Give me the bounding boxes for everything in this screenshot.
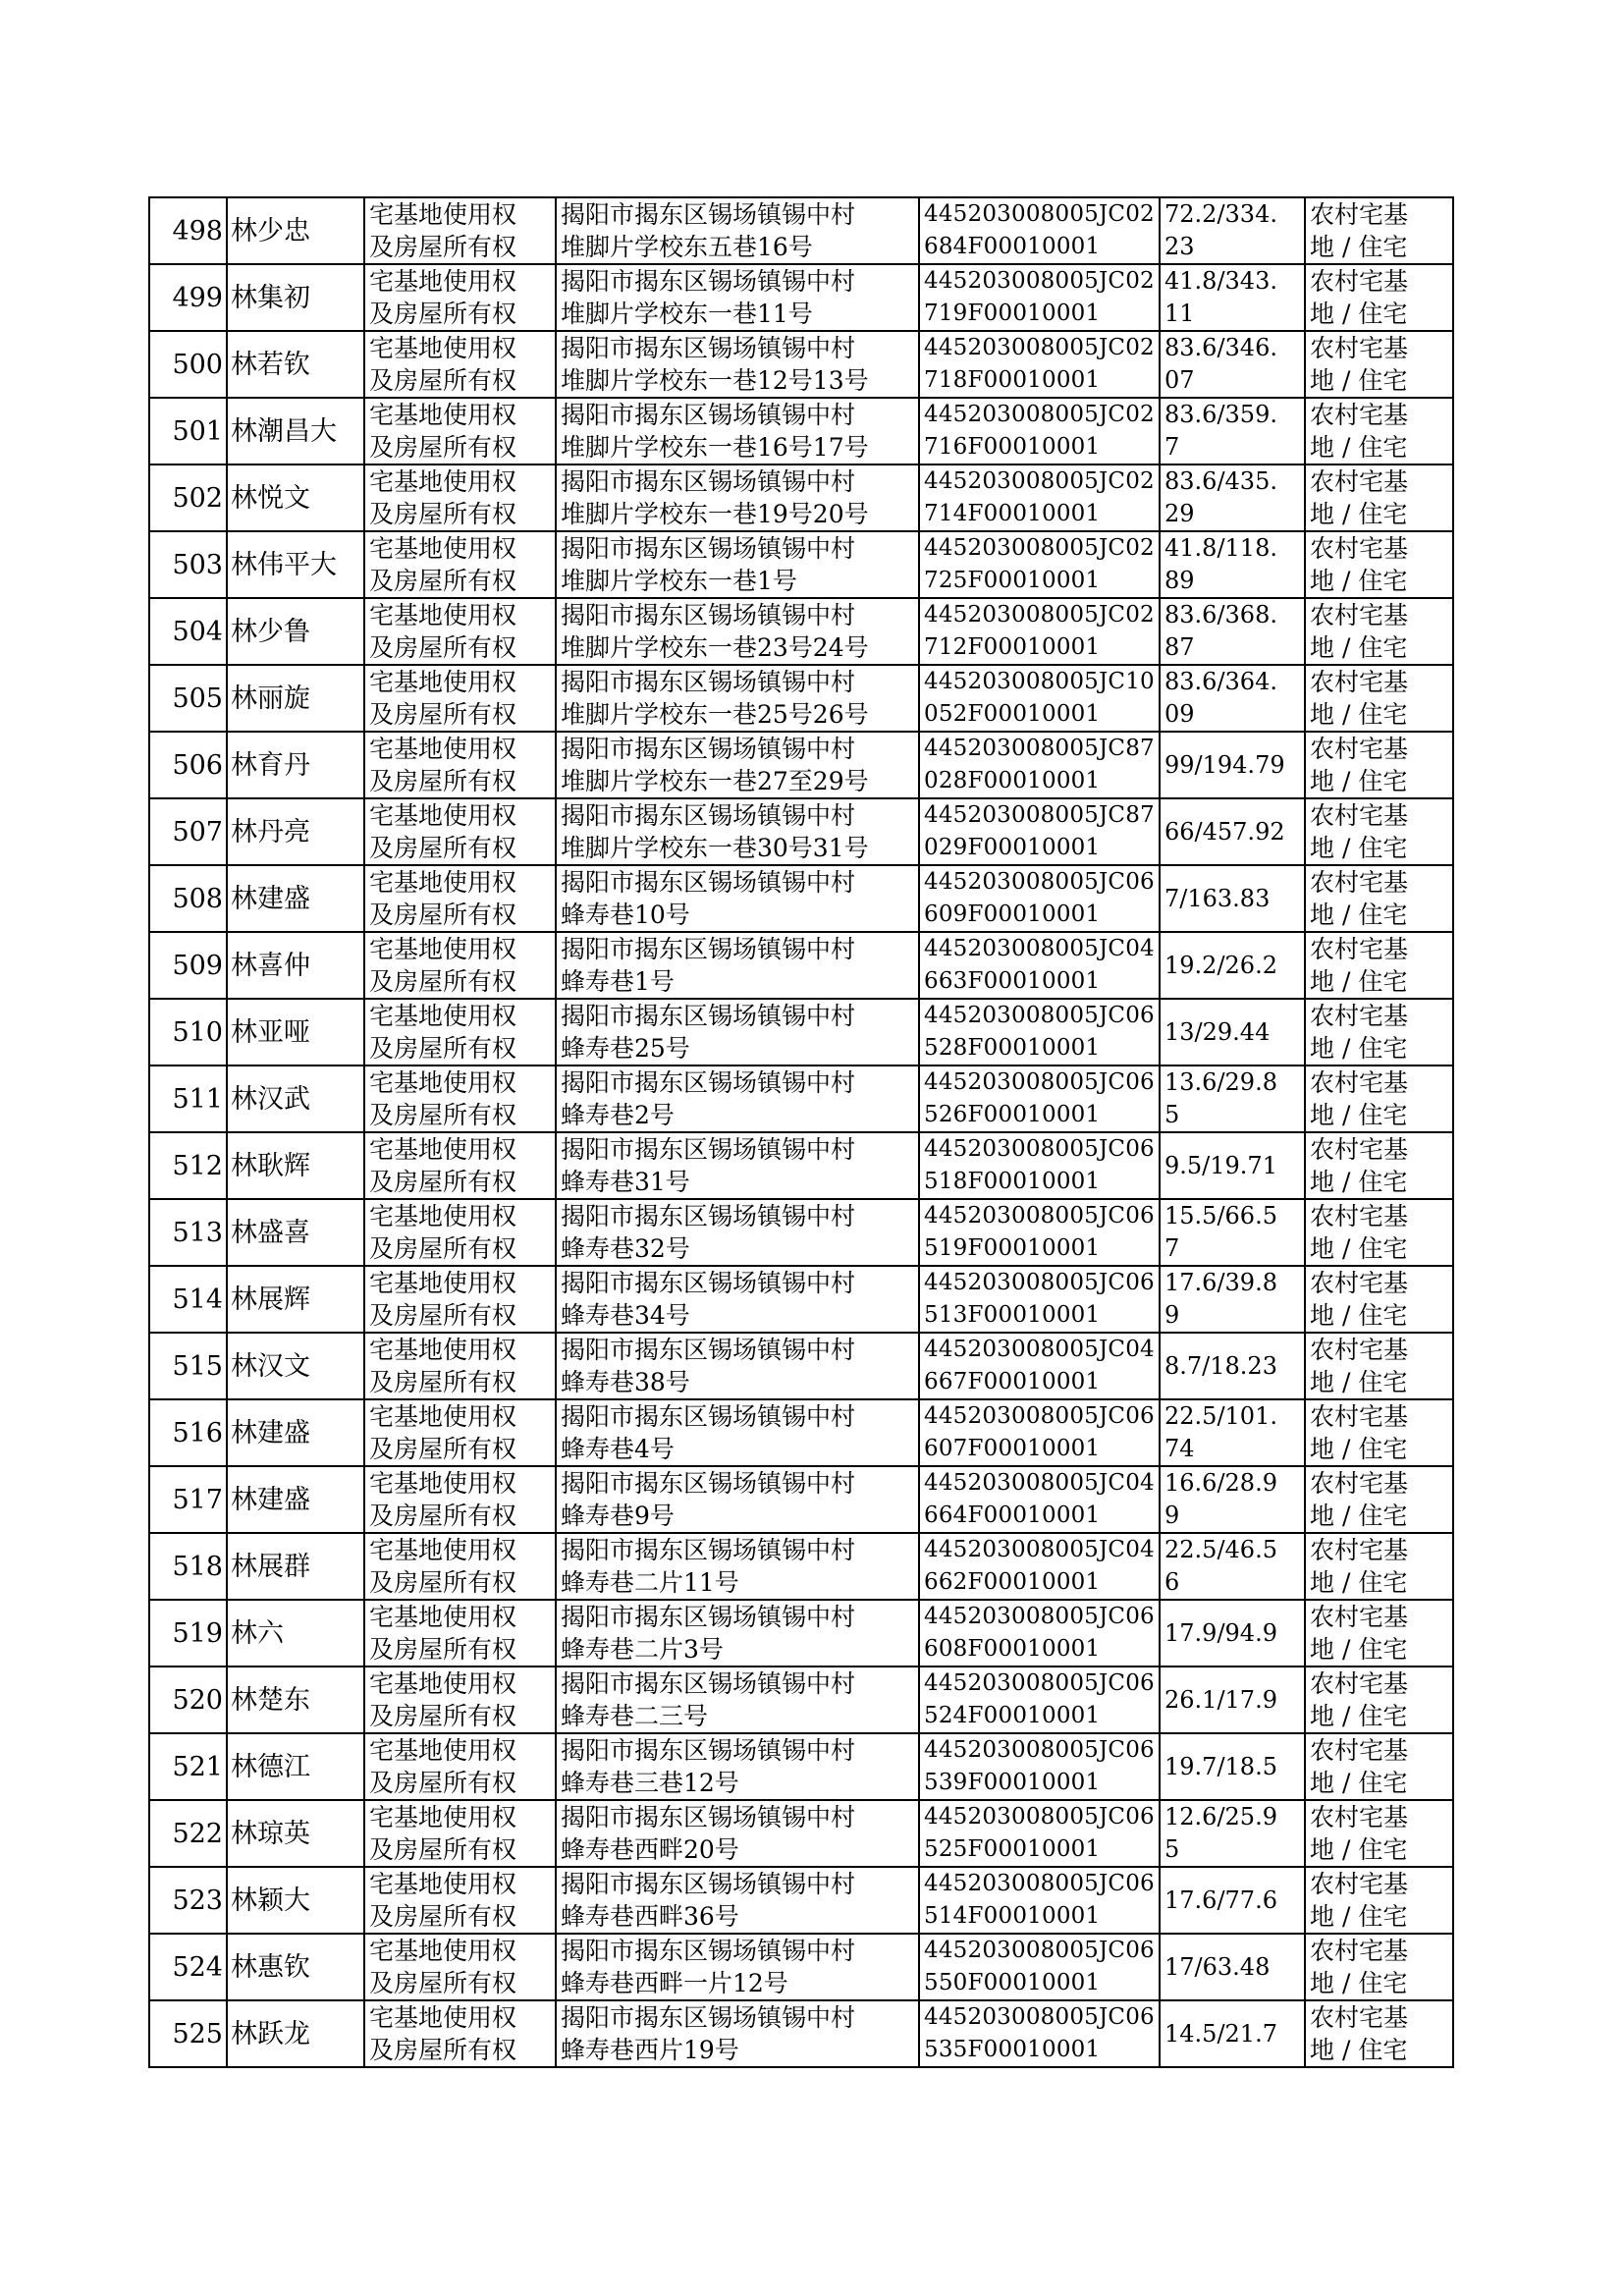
row-number-cell: 506	[149, 732, 227, 798]
owner-name-cell: 林少鲁	[227, 598, 364, 665]
right-type-cell: 宅基地使用权 及房屋所有权	[364, 1132, 556, 1199]
owner-name-cell: 林楚东	[227, 1667, 364, 1733]
unit-code-cell: 445203008005JC06 607F00010001	[919, 1399, 1160, 1466]
owner-name-cell: 林展辉	[227, 1266, 364, 1333]
owner-name-cell: 林展群	[227, 1533, 364, 1600]
table-body	[149, 197, 1453, 2067]
area-cell: 83.6/368. 87	[1160, 598, 1305, 665]
right-type-cell: 宅基地使用权 及房屋所有权	[364, 197, 556, 264]
area-cell: 17/63.48	[1160, 1934, 1305, 2000]
row-number-cell: 524	[149, 1934, 227, 2000]
land-use-cell: 农村宅基 地 / 住宅	[1305, 1066, 1453, 1132]
table-row	[149, 798, 1453, 865]
land-use-cell: 农村宅基 地 / 住宅	[1305, 1199, 1453, 1266]
owner-name-cell: 林集初	[227, 264, 364, 331]
land-use-cell: 农村宅基 地 / 住宅	[1305, 932, 1453, 999]
area-cell: 9.5/19.71	[1160, 1132, 1305, 1199]
table-row	[149, 1066, 1453, 1132]
unit-code-cell: 445203008005JC06 535F00010001	[919, 2000, 1160, 2067]
right-type-cell: 宅基地使用权 及房屋所有权	[364, 1066, 556, 1132]
area-cell: 41.8/118. 89	[1160, 531, 1305, 598]
table-row	[149, 464, 1453, 531]
row-number-cell: 515	[149, 1333, 227, 1399]
row-number-cell: 503	[149, 531, 227, 598]
owner-name-cell: 林亚哑	[227, 999, 364, 1066]
right-type-cell: 宅基地使用权 及房屋所有权	[364, 2000, 556, 2067]
row-number-cell: 521	[149, 1733, 227, 1800]
right-type-cell: 宅基地使用权 及房屋所有权	[364, 999, 556, 1066]
unit-code-cell: 445203008005JC06 524F00010001	[919, 1667, 1160, 1733]
owner-name-cell: 林少忠	[227, 197, 364, 264]
address-cell: 揭阳市揭东区锡场镇锡中村 堆脚片学校东一巷12号13号	[556, 331, 919, 398]
row-number-cell: 501	[149, 398, 227, 464]
address-cell: 揭阳市揭东区锡场镇锡中村 堆脚片学校东一巷30号31号	[556, 798, 919, 865]
table-row	[149, 1333, 1453, 1399]
area-cell: 83.6/359. 7	[1160, 398, 1305, 464]
area-cell: 83.6/435. 29	[1160, 464, 1305, 531]
land-use-cell: 农村宅基 地 / 住宅	[1305, 331, 1453, 398]
table-row	[149, 1867, 1453, 1934]
row-number-cell: 512	[149, 1132, 227, 1199]
owner-name-cell: 林潮昌大	[227, 398, 364, 464]
land-use-cell: 农村宅基 地 / 住宅	[1305, 865, 1453, 932]
area-cell: 15.5/66.5 7	[1160, 1199, 1305, 1266]
area-cell: 13.6/29.8 5	[1160, 1066, 1305, 1132]
right-type-cell: 宅基地使用权 及房屋所有权	[364, 464, 556, 531]
owner-name-cell: 林育丹	[227, 732, 364, 798]
land-use-cell: 农村宅基 地 / 住宅	[1305, 1466, 1453, 1533]
land-use-cell: 农村宅基 地 / 住宅	[1305, 1934, 1453, 2000]
address-cell: 揭阳市揭东区锡场镇锡中村 蜂寿巷西畔36号	[556, 1867, 919, 1934]
table-row	[149, 197, 1453, 264]
address-cell: 揭阳市揭东区锡场镇锡中村 堆脚片学校东一巷27至29号	[556, 732, 919, 798]
land-use-cell: 农村宅基 地 / 住宅	[1305, 798, 1453, 865]
unit-code-cell: 445203008005JC06 518F00010001	[919, 1132, 1160, 1199]
land-use-cell: 农村宅基 地 / 住宅	[1305, 464, 1453, 531]
address-cell: 揭阳市揭东区锡场镇锡中村 蜂寿巷三巷12号	[556, 1733, 919, 1800]
unit-code-cell: 445203008005JC06 608F00010001	[919, 1600, 1160, 1667]
unit-code-cell: 445203008005JC06 513F00010001	[919, 1266, 1160, 1333]
table-row	[149, 264, 1453, 331]
land-use-cell: 农村宅基 地 / 住宅	[1305, 732, 1453, 798]
unit-code-cell: 445203008005JC87 029F00010001	[919, 798, 1160, 865]
address-cell: 揭阳市揭东区锡场镇锡中村 蜂寿巷34号	[556, 1266, 919, 1333]
land-use-cell: 农村宅基 地 / 住宅	[1305, 1333, 1453, 1399]
unit-code-cell: 445203008005JC02 712F00010001	[919, 598, 1160, 665]
right-type-cell: 宅基地使用权 及房屋所有权	[364, 1199, 556, 1266]
address-cell: 揭阳市揭东区锡场镇锡中村 蜂寿巷2号	[556, 1066, 919, 1132]
area-cell: 22.5/101. 74	[1160, 1399, 1305, 1466]
table-row	[149, 1466, 1453, 1533]
right-type-cell: 宅基地使用权 及房屋所有权	[364, 1600, 556, 1667]
address-cell: 揭阳市揭东区锡场镇锡中村 蜂寿巷西畔20号	[556, 1800, 919, 1867]
area-cell: 13/29.44	[1160, 999, 1305, 1066]
address-cell: 揭阳市揭东区锡场镇锡中村 堆脚片学校东一巷11号	[556, 264, 919, 331]
address-cell: 揭阳市揭东区锡场镇锡中村 堆脚片学校东五巷16号	[556, 197, 919, 264]
address-cell: 揭阳市揭东区锡场镇锡中村 堆脚片学校东一巷1号	[556, 531, 919, 598]
right-type-cell: 宅基地使用权 及房屋所有权	[364, 1667, 556, 1733]
right-type-cell: 宅基地使用权 及房屋所有权	[364, 932, 556, 999]
right-type-cell: 宅基地使用权 及房屋所有权	[364, 1800, 556, 1867]
row-number-cell: 516	[149, 1399, 227, 1466]
land-use-cell: 农村宅基 地 / 住宅	[1305, 665, 1453, 732]
area-cell: 19.2/26.2	[1160, 932, 1305, 999]
row-number-cell: 511	[149, 1066, 227, 1132]
table-row	[149, 331, 1453, 398]
row-number-cell: 500	[149, 331, 227, 398]
right-type-cell: 宅基地使用权 及房屋所有权	[364, 264, 556, 331]
land-use-cell: 农村宅基 地 / 住宅	[1305, 1399, 1453, 1466]
unit-code-cell: 445203008005JC04 663F00010001	[919, 932, 1160, 999]
table-row	[149, 398, 1453, 464]
right-type-cell: 宅基地使用权 及房屋所有权	[364, 1733, 556, 1800]
unit-code-cell: 445203008005JC02 716F00010001	[919, 398, 1160, 464]
table-row	[149, 1533, 1453, 1600]
right-type-cell: 宅基地使用权 及房屋所有权	[364, 665, 556, 732]
owner-name-cell: 林若钦	[227, 331, 364, 398]
table-row	[149, 531, 1453, 598]
unit-code-cell: 445203008005JC06 609F00010001	[919, 865, 1160, 932]
unit-code-cell: 445203008005JC04 662F00010001	[919, 1533, 1160, 1600]
table-row	[149, 1667, 1453, 1733]
land-use-cell: 农村宅基 地 / 住宅	[1305, 1132, 1453, 1199]
address-cell: 揭阳市揭东区锡场镇锡中村 蜂寿巷西片19号	[556, 2000, 919, 2067]
address-cell: 揭阳市揭东区锡场镇锡中村 蜂寿巷二三号	[556, 1667, 919, 1733]
owner-name-cell: 林颖大	[227, 1867, 364, 1934]
right-type-cell: 宅基地使用权 及房屋所有权	[364, 798, 556, 865]
address-cell: 揭阳市揭东区锡场镇锡中村 蜂寿巷38号	[556, 1333, 919, 1399]
land-use-cell: 农村宅基 地 / 住宅	[1305, 1600, 1453, 1667]
table-row	[149, 932, 1453, 999]
land-use-cell: 农村宅基 地 / 住宅	[1305, 598, 1453, 665]
right-type-cell: 宅基地使用权 及房屋所有权	[364, 1333, 556, 1399]
right-type-cell: 宅基地使用权 及房屋所有权	[364, 732, 556, 798]
owner-name-cell: 林建盛	[227, 865, 364, 932]
unit-code-cell: 445203008005JC02 684F00010001	[919, 197, 1160, 264]
owner-name-cell: 林六	[227, 1600, 364, 1667]
land-use-cell: 农村宅基 地 / 住宅	[1305, 999, 1453, 1066]
land-use-cell: 农村宅基 地 / 住宅	[1305, 2000, 1453, 2067]
row-number-cell: 514	[149, 1266, 227, 1333]
table-row	[149, 1733, 1453, 1800]
table-row	[149, 865, 1453, 932]
right-type-cell: 宅基地使用权 及房屋所有权	[364, 865, 556, 932]
land-use-cell: 农村宅基 地 / 住宅	[1305, 1266, 1453, 1333]
row-number-cell: 504	[149, 598, 227, 665]
address-cell: 揭阳市揭东区锡场镇锡中村 蜂寿巷25号	[556, 999, 919, 1066]
address-cell: 揭阳市揭东区锡场镇锡中村 堆脚片学校东一巷19号20号	[556, 464, 919, 531]
land-use-cell: 农村宅基 地 / 住宅	[1305, 1533, 1453, 1600]
table-row	[149, 999, 1453, 1066]
area-cell: 83.6/346. 07	[1160, 331, 1305, 398]
right-type-cell: 宅基地使用权 及房屋所有权	[364, 598, 556, 665]
right-type-cell: 宅基地使用权 及房屋所有权	[364, 1466, 556, 1533]
owner-name-cell: 林德江	[227, 1733, 364, 1800]
owner-name-cell: 林琼英	[227, 1800, 364, 1867]
address-cell: 揭阳市揭东区锡场镇锡中村 蜂寿巷1号	[556, 932, 919, 999]
area-cell: 17.6/39.8 9	[1160, 1266, 1305, 1333]
table-row	[149, 1399, 1453, 1466]
address-cell: 揭阳市揭东区锡场镇锡中村 蜂寿巷31号	[556, 1132, 919, 1199]
table-row	[149, 2000, 1453, 2067]
owner-name-cell: 林建盛	[227, 1399, 364, 1466]
area-cell: 16.6/28.9 9	[1160, 1466, 1305, 1533]
row-number-cell: 498	[149, 197, 227, 264]
unit-code-cell: 445203008005JC06 539F00010001	[919, 1733, 1160, 1800]
land-use-cell: 农村宅基 地 / 住宅	[1305, 1800, 1453, 1867]
owner-name-cell: 林伟平大	[227, 531, 364, 598]
area-cell: 41.8/343. 11	[1160, 264, 1305, 331]
unit-code-cell: 445203008005JC06 514F00010001	[919, 1867, 1160, 1934]
address-cell: 揭阳市揭东区锡场镇锡中村 蜂寿巷二片3号	[556, 1600, 919, 1667]
owner-name-cell: 林悦文	[227, 464, 364, 531]
table-row	[149, 1934, 1453, 2000]
row-number-cell: 525	[149, 2000, 227, 2067]
unit-code-cell: 445203008005JC04 664F00010001	[919, 1466, 1160, 1533]
registration-table	[148, 196, 1454, 2068]
address-cell: 揭阳市揭东区锡场镇锡中村 堆脚片学校东一巷25号26号	[556, 665, 919, 732]
address-cell: 揭阳市揭东区锡场镇锡中村 堆脚片学校东一巷16号17号	[556, 398, 919, 464]
owner-name-cell: 林惠钦	[227, 1934, 364, 2000]
table-row	[149, 1199, 1453, 1266]
unit-code-cell: 445203008005JC02 719F00010001	[919, 264, 1160, 331]
unit-code-cell: 445203008005JC02 714F00010001	[919, 464, 1160, 531]
address-cell: 揭阳市揭东区锡场镇锡中村 蜂寿巷西畔一片12号	[556, 1934, 919, 2000]
land-use-cell: 农村宅基 地 / 住宅	[1305, 197, 1453, 264]
address-cell: 揭阳市揭东区锡场镇锡中村 堆脚片学校东一巷23号24号	[556, 598, 919, 665]
unit-code-cell: 445203008005JC06 528F00010001	[919, 999, 1160, 1066]
table-row	[149, 598, 1453, 665]
unit-code-cell: 445203008005JC06 526F00010001	[919, 1066, 1160, 1132]
table-row	[149, 665, 1453, 732]
row-number-cell: 509	[149, 932, 227, 999]
address-cell: 揭阳市揭东区锡场镇锡中村 蜂寿巷10号	[556, 865, 919, 932]
right-type-cell: 宅基地使用权 及房屋所有权	[364, 531, 556, 598]
table-row	[149, 1600, 1453, 1667]
area-cell: 83.6/364. 09	[1160, 665, 1305, 732]
row-number-cell: 510	[149, 999, 227, 1066]
row-number-cell: 520	[149, 1667, 227, 1733]
unit-code-cell: 445203008005JC02 718F00010001	[919, 331, 1160, 398]
area-cell: 17.6/77.6	[1160, 1867, 1305, 1934]
owner-name-cell: 林盛喜	[227, 1199, 364, 1266]
right-type-cell: 宅基地使用权 及房屋所有权	[364, 398, 556, 464]
table-row	[149, 732, 1453, 798]
owner-name-cell: 林汉文	[227, 1333, 364, 1399]
land-use-cell: 农村宅基 地 / 住宅	[1305, 264, 1453, 331]
unit-code-cell: 445203008005JC06 550F00010001	[919, 1934, 1160, 2000]
owner-name-cell: 林丹亮	[227, 798, 364, 865]
row-number-cell: 508	[149, 865, 227, 932]
land-use-cell: 农村宅基 地 / 住宅	[1305, 1667, 1453, 1733]
row-number-cell: 522	[149, 1800, 227, 1867]
unit-code-cell: 445203008005JC06 525F00010001	[919, 1800, 1160, 1867]
row-number-cell: 513	[149, 1199, 227, 1266]
row-number-cell: 507	[149, 798, 227, 865]
unit-code-cell: 445203008005JC10 052F00010001	[919, 665, 1160, 732]
unit-code-cell: 445203008005JC06 519F00010001	[919, 1199, 1160, 1266]
right-type-cell: 宅基地使用权 及房屋所有权	[364, 1266, 556, 1333]
right-type-cell: 宅基地使用权 及房屋所有权	[364, 1934, 556, 2000]
address-cell: 揭阳市揭东区锡场镇锡中村 蜂寿巷4号	[556, 1399, 919, 1466]
area-cell: 12.6/25.9 5	[1160, 1800, 1305, 1867]
row-number-cell: 523	[149, 1867, 227, 1934]
land-use-cell: 农村宅基 地 / 住宅	[1305, 1733, 1453, 1800]
row-number-cell: 505	[149, 665, 227, 732]
table-row	[149, 1266, 1453, 1333]
owner-name-cell: 林跃龙	[227, 2000, 364, 2067]
right-type-cell: 宅基地使用权 及房屋所有权	[364, 1867, 556, 1934]
area-cell: 8.7/18.23	[1160, 1333, 1305, 1399]
unit-code-cell: 445203008005JC87 028F00010001	[919, 732, 1160, 798]
owner-name-cell: 林喜仲	[227, 932, 364, 999]
unit-code-cell: 445203008005JC02 725F00010001	[919, 531, 1160, 598]
address-cell: 揭阳市揭东区锡场镇锡中村 蜂寿巷二片11号	[556, 1533, 919, 1600]
area-cell: 14.5/21.7	[1160, 2000, 1305, 2067]
row-number-cell: 519	[149, 1600, 227, 1667]
area-cell: 22.5/46.5 6	[1160, 1533, 1305, 1600]
row-number-cell: 499	[149, 264, 227, 331]
right-type-cell: 宅基地使用权 及房屋所有权	[364, 1533, 556, 1600]
area-cell: 66/457.92	[1160, 798, 1305, 865]
area-cell: 26.1/17.9	[1160, 1667, 1305, 1733]
table-row	[149, 1800, 1453, 1867]
area-cell: 19.7/18.5	[1160, 1733, 1305, 1800]
row-number-cell: 518	[149, 1533, 227, 1600]
owner-name-cell: 林建盛	[227, 1466, 364, 1533]
row-number-cell: 517	[149, 1466, 227, 1533]
area-cell: 7/163.83	[1160, 865, 1305, 932]
land-use-cell: 农村宅基 地 / 住宅	[1305, 398, 1453, 464]
area-cell: 99/194.79	[1160, 732, 1305, 798]
address-cell: 揭阳市揭东区锡场镇锡中村 蜂寿巷9号	[556, 1466, 919, 1533]
owner-name-cell: 林耿辉	[227, 1132, 364, 1199]
area-cell: 72.2/334. 23	[1160, 197, 1305, 264]
land-use-cell: 农村宅基 地 / 住宅	[1305, 531, 1453, 598]
table-row	[149, 1132, 1453, 1199]
owner-name-cell: 林丽旋	[227, 665, 364, 732]
right-type-cell: 宅基地使用权 及房屋所有权	[364, 1399, 556, 1466]
right-type-cell: 宅基地使用权 及房屋所有权	[364, 331, 556, 398]
address-cell: 揭阳市揭东区锡场镇锡中村 蜂寿巷32号	[556, 1199, 919, 1266]
land-use-cell: 农村宅基 地 / 住宅	[1305, 1867, 1453, 1934]
row-number-cell: 502	[149, 464, 227, 531]
owner-name-cell: 林汉武	[227, 1066, 364, 1132]
area-cell: 17.9/94.9	[1160, 1600, 1305, 1667]
unit-code-cell: 445203008005JC04 667F00010001	[919, 1333, 1160, 1399]
